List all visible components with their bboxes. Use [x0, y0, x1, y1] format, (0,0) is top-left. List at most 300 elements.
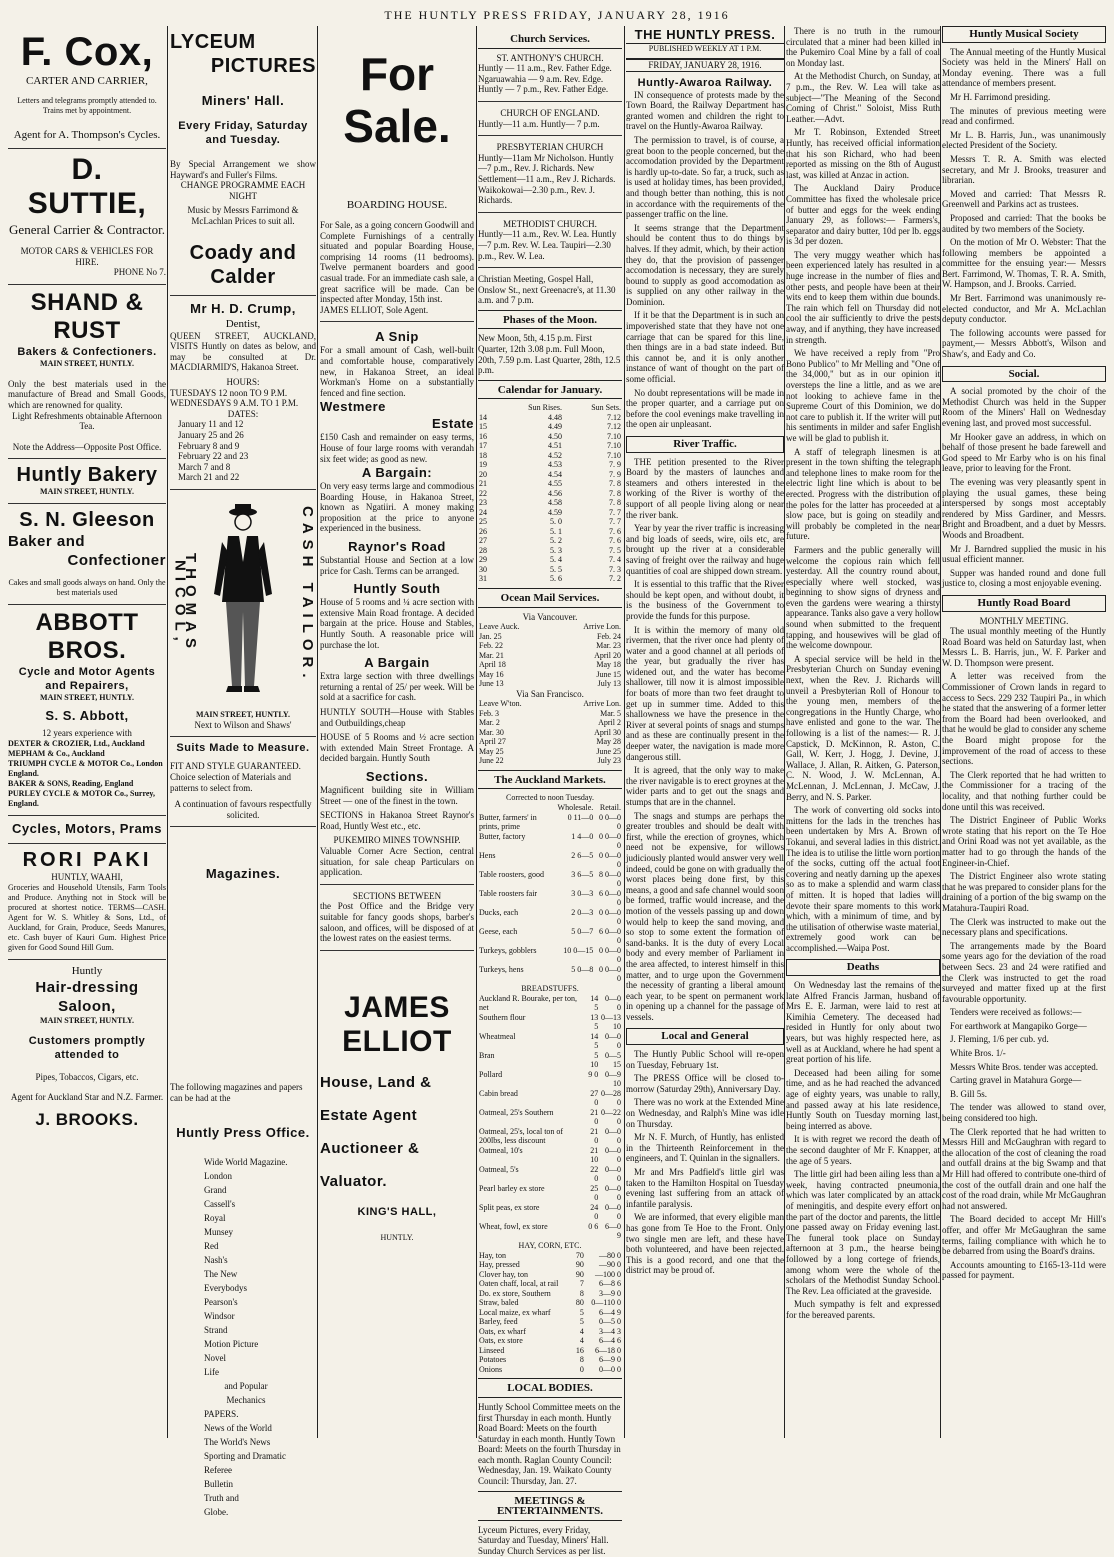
westmere-head-2: Estate	[431, 416, 474, 432]
column-5-editorial	[626, 26, 784, 1438]
table-cell: 31	[479, 574, 487, 584]
table-row	[478, 1203, 622, 1222]
paragraph: If it be that the Department is in such an impoverished state that they have not one carriage that can be spared for this line, then things are in a bad state indeed. But this cannot be, and it is only another instance of want of thought on the part of some official.	[626, 310, 784, 385]
cox-sub: CARTER AND CARRIER,	[26, 75, 148, 87]
table-header-cell	[478, 803, 557, 813]
bakery-street: MAIN STREET, HUNTLY.	[40, 487, 134, 497]
column-rule	[784, 26, 785, 1438]
magazine-item: Bulletin	[204, 1478, 233, 1489]
magazine-item: Cassell's	[204, 1198, 236, 1209]
table-cell: Local maize, ex wharf	[479, 1307, 551, 1317]
paragraph: The Board decided to accept Mr Hill's offer, and offer Mr McGaughran the same terms, failing compliance with which he to be debarred from using the Board's drains.	[942, 1214, 1106, 1257]
england-body: Huntly—11 a.m. Huntly— 7 p.m.	[478, 118, 600, 129]
column-3-ads	[320, 26, 474, 1438]
table-cell: 7.10	[607, 441, 621, 451]
table-cell: 6—4 6	[599, 1336, 621, 1346]
elliot-line-4: Valuator.	[320, 1172, 388, 1190]
paragraph: Mr N. F. Murch, of Huntly, has enlisted in the Thirteenth Reinforcement in the engineers, and T. Quinlan in the signallers.	[626, 1132, 784, 1164]
table-cell: 29	[479, 555, 487, 565]
table-cell: 0—0 0	[605, 993, 621, 1013]
table-cell: 7. 7	[609, 517, 621, 527]
table-cell: Clover hay, ton	[479, 1269, 529, 1279]
table-cell: 5	[579, 1307, 584, 1317]
suttie-sub: General Carrier & Contractor.	[9, 222, 165, 237]
moon-head: Phases of the Moon.	[478, 310, 622, 330]
rori-place: HUNTLY, WAAHI,	[51, 871, 123, 882]
table-row	[478, 641, 622, 651]
table-cell: Turkeys, hens	[479, 964, 524, 974]
table-cell: 4.53	[547, 460, 562, 470]
table-row	[478, 565, 622, 575]
magazine-item: Windsor	[204, 1310, 235, 1321]
table-cell: Barley, feed	[479, 1317, 518, 1327]
table-row	[478, 651, 622, 661]
via-vancouver: Via Vancouver.	[522, 611, 578, 622]
table-cell: 0—110 0	[591, 1298, 621, 1308]
river-head: River Traffic.	[626, 436, 784, 453]
table-cell: 5. 4	[549, 555, 562, 565]
local-general-head: Local and General	[626, 1028, 784, 1045]
magazine-item: London	[204, 1170, 232, 1181]
table-cell: 20	[479, 469, 487, 479]
table-cell: Cabin bread	[479, 1088, 518, 1098]
column-rule	[624, 26, 625, 1438]
table-cell: 24 0	[590, 1202, 599, 1222]
table-row	[478, 1108, 622, 1127]
magazine-item: Wide World Magazine.	[204, 1156, 288, 1167]
paragraph: The following accounts were passed for payment,— Messrs Abbott's, Wilson and Shaw's, and Eady and Co.	[942, 327, 1106, 360]
table-row	[478, 1279, 622, 1289]
table-cell: Oatmeal, 5's	[479, 1164, 519, 1174]
shand-sub: Bakers & Confectioners.	[17, 345, 157, 358]
table-cell: Wheat, fowl, ex store	[479, 1221, 548, 1231]
presbyterian-body: Huntly—11am Mr Nicholson. Huntly—7 p.m., Rev. J. Richards. New Settlement—11 a.m., Rev J. Richards. Waikokowai—2.30 p.m., Rev. J. Richards.	[478, 152, 616, 206]
social-head: Social.	[942, 366, 1106, 383]
suits-body: FIT AND STYLE GUARANTEED. Choice selection of Materials and patterns to select from.	[170, 761, 301, 793]
kings-hall: KING'S HALL,	[357, 1205, 437, 1218]
table-cell: 18	[479, 450, 487, 460]
cox-agent: Agent for A. Thompson's Cycles.	[13, 129, 161, 141]
table-cell: 5. 3	[549, 545, 562, 555]
kings-town: HUNTLY.	[380, 1232, 414, 1242]
table-cell: Table roosters fair	[479, 888, 538, 898]
paragraph: The snags and stumps are perhaps the greater troubles and should be dealt with first, while the erection of groynes, which need not be expensive, for willows judiciously planted would answer very well indeed, could be gone on with gradually the worst places being done first, by this means, a good and safe channel would soon be formed, traffic would increase, and the motion of the vessels passing up and down would help to keep the sand moving, and so stop to some extent the formation of sand-banks. It is the duty of every Local body and every member of Parliament in the area affected, to interest himself in this matter, and to urge upon the Government the necessity of granting a liberal amount each year, to be spent on permanent work in opening up a channel for the passage of vessels.	[626, 810, 784, 1022]
paragraph: Tenders were received as follows:—	[950, 1007, 1082, 1018]
table-cell: 4	[579, 1336, 584, 1346]
table-row	[478, 1327, 622, 1337]
paragraph: The permission to travel, is of course, a great boon to the people concerned, but the accomodation provided by the Department is hardly up-to-date. So far, a truck, such as is used at holiday times, has been provided, and though better than nothing, this is not in accordance with the requirements of the passenger traffic on the line.	[626, 134, 784, 220]
hair-top: Huntly	[71, 964, 103, 977]
paragraph: Proposed and carried: That the books be audited by two members of the Society.	[942, 212, 1106, 234]
paragraph: Farmers and the public generally will welcome the copious rain which fell yesterday. All the country round about, especially where well stocked, was beginning to show signs of dryness and even the gardens were wearing a thirsty appearance. Tanks also gave a very hollow sound when submitted to the frequent tapping, and housewives will be glad of the welcome downpour.	[786, 544, 940, 651]
magazine-item: Novel	[204, 1352, 226, 1363]
paragraph: It is agreed, that the only way to make the river navigable is to erect groynes at the wider parts and to get out the snags and stumps that are in the channel.	[626, 765, 784, 807]
abbott-name: ABBOTT BROS.	[35, 609, 139, 665]
table-cell: —100 0	[595, 1269, 621, 1279]
ad-suits	[170, 737, 316, 827]
social-article	[942, 386, 1106, 589]
table-cell: 22	[479, 488, 487, 498]
table-cell: 0—5 0	[599, 1317, 621, 1327]
ad-hairdressing	[8, 960, 166, 1136]
shand-street: MAIN STREET, HUNTLY.	[40, 358, 134, 368]
hair-agent: Agent for Auckland Star and N.Z. Farmer.	[10, 1092, 164, 1103]
paragraph: The Clerk was instructed to make out the necessary plans and specifications.	[942, 916, 1106, 938]
paragraph: Much sympathy is felt and expressed for the bereaved parents.	[786, 1299, 940, 1320]
table-row	[478, 422, 622, 432]
table-cell: 16	[479, 431, 487, 441]
paragraph: IN consequence of protests made by the Town Board, the Railway Department has granted women and children the right to travel on the Huntly-Awaroa Railway.	[626, 89, 784, 132]
table-cell: 4	[579, 1326, 584, 1336]
table-cell: Oats, ex wharf	[479, 1326, 526, 1336]
paper-title: THE HUNTLY PRESS.	[626, 26, 784, 44]
table-cell: 27 0	[590, 1088, 599, 1108]
table-cell: June 13	[479, 679, 504, 689]
table-cell: 0 0—0 0	[599, 964, 621, 984]
table-cell: Pearl barley ex store	[479, 1183, 545, 1193]
table-row	[478, 1251, 622, 1261]
table-row	[478, 756, 622, 766]
table-row	[478, 1346, 622, 1356]
table-cell: 7. 6	[609, 536, 621, 546]
table-cell: Linseed	[479, 1345, 505, 1355]
table-row	[478, 460, 622, 470]
hair-goods: Pipes, Tobaccos, Cigars, etc.	[35, 1071, 139, 1082]
table-cell: 7. 9	[609, 460, 621, 470]
table-row	[478, 632, 622, 642]
table-cell: Do. ex store, Southern	[479, 1288, 551, 1298]
column-rule	[940, 26, 941, 1438]
paragraph: Year by year the river traffic is increasing and big loads of seeds, wire, oils etc, are brought up the river at a considerable saving of freight over the railway and huge quantities of coal are shipped down stream.	[626, 523, 784, 576]
table-cell: 10 0—15	[563, 945, 594, 955]
table-cell: 3—4 3	[599, 1326, 621, 1336]
table-cell: 0 0—0 0	[599, 812, 621, 832]
table-row	[478, 1260, 622, 1270]
table-cell: April 2	[598, 718, 621, 728]
ad-abbott	[8, 605, 166, 816]
table-cell: 0 0—0 0	[599, 850, 621, 870]
hours: TUESDAYS 12 noon TO 9 P.M. WEDNESDAYS 9 A.M. TO 1 P.M.	[170, 387, 299, 409]
paragraph: It is with regret we record the death of the second daughter of Mr F. Knapper, at the age of 5 years.	[786, 1134, 940, 1166]
paragraph: The tender was allowed to stand over, being considered too high.	[942, 1102, 1106, 1124]
table-row	[478, 1365, 622, 1375]
presbyterian-head: PRESBYTERIAN CHURCH	[496, 142, 604, 153]
ad-nicol	[170, 490, 316, 738]
local-general-article	[626, 1049, 784, 1276]
table-cell: 7. 8	[609, 498, 621, 508]
hours-head: HOURS:	[226, 376, 260, 387]
ad-lyceum	[170, 26, 316, 296]
table-cell: 5. 2	[549, 536, 562, 546]
table-cell: 6—4 9	[599, 1307, 621, 1317]
table-row	[478, 1089, 622, 1108]
westmere-body: £150 Cash and remainder on easy terms, House of four large rooms with verandah six feet wide; as good as new.	[320, 432, 474, 464]
bargain-head: A Bargain:	[361, 465, 433, 481]
table-cell: 5	[579, 1317, 584, 1327]
table-cell: 7	[579, 1279, 584, 1289]
suits-head: Suits Made to Measure.	[176, 742, 310, 755]
table-cell: Oats, ex store	[479, 1336, 523, 1346]
table-cell: 21 10	[590, 1145, 599, 1165]
table-cell: 5. 6	[549, 574, 562, 584]
column-7-reports	[942, 26, 1106, 1438]
ad-gleeson	[8, 504, 166, 605]
railway-head: Huntly-Awaroa Railway.	[637, 76, 773, 89]
ad-shand	[8, 285, 166, 460]
table-cell: 6—8 6	[599, 1279, 621, 1289]
paragraph: Messrs White Bros. tender was accepted.	[950, 1061, 1099, 1072]
table-row	[478, 555, 622, 565]
road-board-sub: MONTHLY MEETING.	[979, 615, 1069, 626]
table-cell: 7. 5	[609, 545, 621, 555]
table-cell: 7.10	[607, 431, 621, 441]
paragraph: There is no truth in the rumour circulated that a miner had been killed in the Pukemiro Coal Mine by a fall of coal on Monday last.	[786, 26, 940, 68]
table-cell: 5. 5	[549, 564, 562, 574]
table-cell: 0—0 0	[605, 1031, 621, 1051]
table-cell: Wheatmeal	[479, 1031, 516, 1041]
lyceum-1: LYCEUM	[170, 31, 256, 53]
table-header-cell: Leave W'ton.	[479, 699, 522, 709]
paragraph: It seems strange that the Department should be content thus to do things by halves. If they admit, which, by their action they do, that the provision of passenger accomodation is necessary, they are surely bound to supply as good accomodation as is supplied on any other railway in the Dominion.	[626, 222, 784, 307]
table-cell: 6—0 9	[605, 1221, 621, 1241]
table-cell: —80 0	[599, 1250, 621, 1260]
table-cell: Southern flour	[479, 1012, 526, 1022]
table-cell: Bran	[479, 1050, 495, 1060]
paragraph: Mr and Mrs Padfield's little girl was taken to the Hamilton Hospital on Tuesday evening last suffering from an attack of infantile paralysis.	[626, 1167, 784, 1209]
table-cell: 7.10	[607, 450, 621, 460]
table-header-cell: Sun Rises.	[528, 403, 562, 413]
table-row	[478, 536, 622, 546]
meetings-head: MEETINGS & ENTERTAINMENTS.	[478, 1491, 622, 1521]
cycles-head: Cycles, Motors, Prams	[12, 820, 162, 836]
table-row	[478, 870, 622, 889]
paragraph: For earthwork at Mangapiko Gorge—	[950, 1020, 1087, 1031]
table-row	[478, 470, 622, 480]
paragraph: The District Engineer of Public Works wrote stating that his report on the Te Hoe and Orini Road was not yet available, as the matter had to go through the hands of the Engineer-in-Chief.	[942, 815, 1106, 868]
table-row	[478, 451, 622, 461]
paragraph: Moved and carried: That Messrs R. Greenwell and Parkins act as trustees.	[942, 188, 1106, 210]
table-cell: 70	[575, 1250, 584, 1260]
table-row	[478, 679, 622, 689]
table-cell: 2 6—5	[571, 850, 594, 860]
table-cell: July 13	[597, 679, 621, 689]
lyceum-hall: Miners' Hall.	[201, 93, 285, 108]
column-2-ads	[170, 26, 316, 1517]
press-office-head: Huntly Press Office.	[176, 1124, 310, 1140]
paragraph: We have received a reply from "Pro Bono Publico" to Mr Melling and "One of the 34,000," but as in our opinion it oversteps the line a little, and as we are not looking to achieve fame in the Supreme Court of this Dominion, we do not care to publish it. If the writer will put his sentiments in milder and safer English we will be glad to publish it.	[786, 348, 940, 443]
magazines-head: Magazines.	[205, 866, 281, 882]
mail-table-vancouver	[478, 622, 622, 689]
table-cell: Feb. 3	[479, 708, 499, 718]
table-cell: 6—9 0	[599, 1355, 621, 1365]
elliot-name: JAMES ELLIOT	[342, 990, 452, 1058]
table-cell: 3—9 0	[599, 1288, 621, 1298]
table-cell: 23	[479, 498, 487, 508]
table-cell: 7. 3	[609, 564, 621, 574]
table-cell: 7.12	[607, 412, 621, 422]
table-row	[478, 718, 622, 728]
paragraph: Mr Hooker gave an address, in which on behalf of those present he bade farewell and God speed to Mr Earby who is on his final leave, prior to leaving for the Front.	[942, 431, 1106, 474]
table-cell: 0—0 0	[599, 1364, 621, 1374]
table-cell: Oatmeal, 25's, local ton of 200lbs, less discount	[479, 1126, 564, 1146]
table-row	[478, 1336, 622, 1346]
table-cell: 7. 8	[609, 488, 621, 498]
table-cell: 6 0—0 0	[599, 888, 621, 908]
table-cell: 5 10	[590, 1050, 599, 1070]
table-row	[478, 889, 622, 908]
table-row	[478, 489, 622, 499]
table-cell: 0 11—0	[567, 812, 594, 822]
lyceum-2: PICTURES	[210, 55, 316, 77]
snip-body: For a small amount of Cash, well-built and comfortable house, comparatively new, in Hakanoa Street, an ideal Workman's Home on a substantially fenced and fine section.	[320, 345, 474, 398]
table-row	[478, 1070, 622, 1089]
date-item: February 8 and 9	[178, 440, 240, 451]
musical-society-head: Huntly Musical Society	[942, 26, 1106, 43]
table-row	[478, 1289, 622, 1299]
magazine-item: and Popular Mechanics	[224, 1380, 268, 1405]
date-item: January 25 and 26	[178, 429, 244, 440]
abbott-exp: 12 years experience with	[42, 728, 132, 739]
crump-name: Mr H. D. Crump,	[190, 300, 296, 316]
paragraph: The Annual meeting of the Huntly Musical Society was held in the Miners' Hall on Monday evening. There was a full attendance of members present.	[942, 46, 1106, 89]
magazine-item: The New	[204, 1268, 238, 1279]
table-cell: 22 0	[590, 1164, 599, 1184]
huntly-south-head: Huntly South	[353, 581, 441, 597]
via-san-francisco: Via San Francisco.	[516, 688, 584, 699]
table-cell: Hens	[479, 850, 496, 860]
hay-head: HAY, CORN, ETC.	[518, 1240, 582, 1250]
table-cell: Split peas, ex store	[479, 1202, 540, 1212]
table-cell: 5. 0	[549, 517, 562, 527]
column-1-ads	[8, 26, 166, 1438]
table-cell: 0—5 15	[605, 1050, 621, 1070]
paragraph: J. Fleming, 1/6 per cub. yd.	[950, 1034, 1049, 1045]
magazine-item: PAPERS.	[204, 1408, 239, 1419]
paragraph: A staff of telegraph linesmen is at present in the town shifting the telegraph and telephone lines to make room for the electric light line which is about to be erected. Progress with the distribution of the poles for the latter has proceeded at a slow pace, but is going on steadily and will probably be completed in the near future.	[786, 446, 940, 542]
column-4-notices	[478, 26, 622, 1557]
table-row	[478, 660, 622, 670]
lyceum-change: CHANGE PROGRAMME EACH NIGHT	[180, 180, 306, 201]
paragraph: The arrangements made by the Board some years ago for the deviation of the road between Secs. 23 and 24 were ratified and the Clerk was instructed to get the road surveyed and matter fixed up at the first favourable opportunity.	[942, 940, 1106, 1004]
table-cell: 16	[575, 1345, 584, 1355]
table-row	[478, 1317, 622, 1327]
table-cell: May 18	[596, 660, 621, 670]
table-row	[478, 927, 622, 946]
table-cell: Hay, ton	[479, 1250, 507, 1260]
hair-street: MAIN STREET, HUNTLY.	[40, 1015, 134, 1025]
table-header-cell: Leave Auck.	[479, 622, 520, 632]
table-cell: 17	[479, 441, 487, 451]
table-cell: 7. 8	[609, 479, 621, 489]
magazine-item: Globe.	[204, 1506, 229, 1517]
table-header-cell: Wholesale.	[557, 803, 594, 813]
coady-calder: Coady and Calder	[189, 241, 297, 288]
table-row	[478, 747, 622, 757]
table-cell: 0 0—0 0	[599, 945, 621, 965]
table-row	[478, 508, 622, 518]
paragraph: White Bros. 1/-	[950, 1048, 1006, 1059]
table-cell: 4.52	[547, 450, 562, 460]
road-board-head: Huntly Road Board	[942, 595, 1106, 612]
elliot-line-3: Auctioneer &	[320, 1139, 420, 1157]
column-rule	[317, 26, 318, 1438]
table-cell: 8	[579, 1355, 584, 1365]
table-row	[478, 728, 622, 738]
table-cell: Butter, farmers' in prints, prime	[479, 812, 537, 832]
table-row	[478, 432, 622, 442]
table-cell: 0	[579, 1364, 584, 1374]
road-board-article	[942, 626, 1106, 1281]
paragraph: The Clerk reported that he had written to Messrs Hill and McGaughran with regard to the allocation of the cost of cleaning the road and outfall drains at the big Swamp and that Mr Hill had offered to contribute one-third of the cost of the outfall drain and one half the cost of the road drain, while Mr McGaughran had not answered.	[942, 1126, 1106, 1211]
tailor-illustration	[170, 502, 316, 702]
hair-name: Hair-dressing Saloon,	[35, 978, 139, 1015]
table-cell: Feb. 24	[597, 631, 621, 641]
ad-crump	[170, 296, 316, 490]
brooks-name: J. BROOKS.	[35, 1109, 139, 1129]
magazine-item: Pearson's	[204, 1296, 238, 1307]
page-masthead: THE HUNTLY PRESS FRIDAY, JANUARY 28, 1916	[384, 8, 730, 22]
table-cell: Oaten chaff, local, at rail	[479, 1279, 559, 1289]
paragraph: We are informed, that every eligible man has gone from Te Hoe to the Front. Only two single men are left, and these have both volunteered, and have been rejected. This is a good record, and one that the district may be proud of.	[626, 1212, 784, 1276]
table-cell: —90 0	[599, 1260, 621, 1270]
between-head: SECTIONS BETWEEN	[352, 890, 442, 901]
suttie-name: D. SUTTIE,	[27, 153, 147, 220]
date-item: February 22 and 23	[178, 451, 249, 462]
table-row	[478, 413, 622, 423]
table-cell: Straw, baled	[479, 1298, 519, 1308]
table-cell: 4.54	[547, 469, 562, 479]
boarding-house-sign: JAMES ELLIOT, Sole Agent.	[320, 304, 429, 315]
table-cell: 7. 7	[609, 507, 621, 517]
date-item: March 7 and 8	[178, 461, 231, 472]
table-row	[478, 441, 622, 451]
lyceum-body: By Special Arrangement we show Hayward's and Fuller's Films.	[170, 159, 316, 180]
shand-name: SHAND & RUST	[30, 288, 144, 344]
paragraph: The Huntly Public School will re-open on Tuesday, February 1st.	[626, 1049, 784, 1070]
bargain-body: On very easy terms large and commodious Boarding House, in Hakanoa Street, known as Ngatiiri. A money making proposition at the price to anyone experienced in the business.	[320, 481, 474, 534]
table-cell: May 28	[596, 737, 621, 747]
table-header-cell: Sun Sets.	[591, 403, 621, 413]
paragraph: B. Gill 5s.	[950, 1088, 988, 1099]
table-row	[478, 908, 622, 927]
crump-body: QUEEN STREET, AUCKLAND, VISITS Huntly on dates as below, and may be consulted at Dr. MACDIARMID'S, Hakanoa Street.	[170, 330, 316, 373]
table-row	[478, 1308, 622, 1318]
table-row	[478, 709, 622, 719]
snip-head: A Snip	[375, 329, 419, 345]
table-cell: 19	[479, 460, 487, 470]
elliot-line-2: Estate Agent	[320, 1106, 418, 1124]
abbott-person: S. S. Abbott,	[45, 708, 129, 724]
table-row	[478, 574, 622, 584]
magazine-item: Truth and	[204, 1492, 239, 1503]
between-body: the Post Office and the Bridge very suitable for fancy goods shops, barber's saloon, and offices, will be disposed of at the lowest rates on the easiest terms.	[320, 901, 474, 944]
deaths-head: Deaths	[786, 959, 940, 976]
table-cell: 14 5	[590, 993, 599, 1013]
magazines-body: The following magazines and papers can be had at the	[170, 1082, 303, 1104]
st-anthony-body: Huntly — 11 a.m., Rev. Father Edge. Ngaruawahia — 9 a.m. Rev. Edge. Huntly — 7 p.m., Rev. Father Edge.	[478, 63, 612, 95]
table-cell: 21 0	[590, 1126, 599, 1146]
cox-name: F. Cox,	[20, 30, 154, 74]
paragraph: The evening was very pleasantly spent in playing the usual games, these being interspersed by songs most acceptably rendered by Miss Gardiner, and Messrs. Bright and Broadbent, and a duet by Messrs. Woods and Broadbent.	[942, 476, 1106, 540]
nicol-vertical-name: THOMAS NICOL,	[171, 553, 200, 655]
magazine-item: The World's News	[204, 1436, 271, 1447]
paragraph: The District Engineer also wrote stating that he was prepared to consider plans for the draining of a portion of the big swamp on the Matahura-Taupiri Road.	[942, 871, 1106, 913]
calendar-head: Calendar for January.	[478, 380, 622, 400]
paragraph: Mr Bert. Farrimond was unanimously re-elected conductor, and Mr A. McLachlan deputy conductor.	[942, 293, 1106, 325]
paragraph: Accounts amounting to £165-13-11d were passed for payment.	[942, 1259, 1106, 1281]
table-cell: 28	[479, 545, 487, 555]
raynor-body: Substantial House and Section at a low price for Cash. Terms can be arranged.	[320, 555, 474, 576]
